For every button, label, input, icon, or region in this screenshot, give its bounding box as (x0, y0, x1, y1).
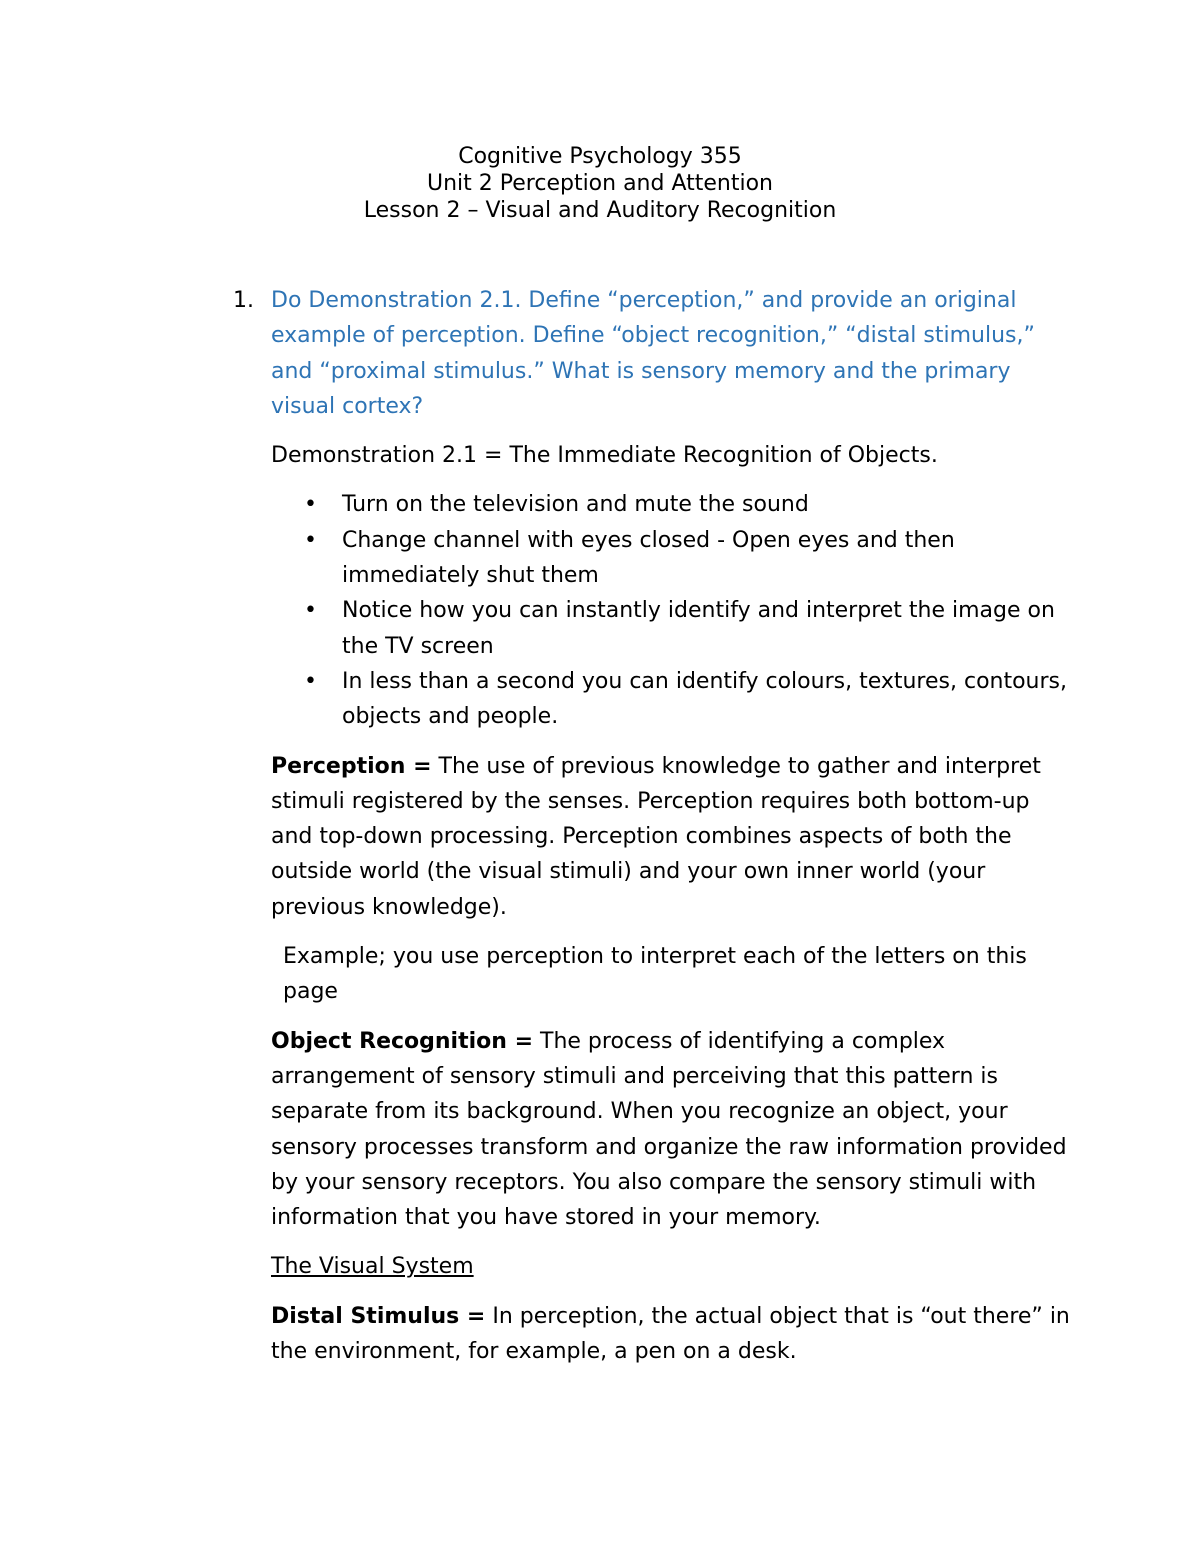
demo-steps-list (271, 487, 1071, 734)
question-number: 1. (233, 288, 254, 313)
unit-title: Unit 2 Perception and Attention (427, 171, 773, 196)
perception-paragraph (271, 749, 1071, 925)
course-title: Cognitive Psychology 355 (458, 144, 742, 169)
distal-stimulus-paragraph (271, 1299, 1071, 1370)
distal-stimulus-definition: In perception, the actual object that is “out there” in the environment, for example, a pen on a desk. (271, 1303, 1070, 1365)
list-item (304, 487, 1071, 522)
perception-example: Example; you use perception to interpret each of the letters on this page (283, 944, 1027, 1005)
object-recognition-paragraph (271, 1024, 1071, 1236)
distal-stimulus-term: Distal Stimulus = (271, 1303, 486, 1329)
object-recognition-term: Object Recognition = (271, 1028, 534, 1054)
document-body (233, 283, 1071, 1383)
list-item-text: Change channel with eyes closed - Open eyes and then immediately shut them (342, 527, 955, 589)
object-recognition-definition: The process of identifying a complex arrangement of sensory stimuli and perceiving that this pattern is separate from its background. When you recognize an object, your sensory processes transform and organize the raw information provided by your sensory receptors. You also compare the sensory stimuli with information that you have stored in your memory. (271, 1028, 1067, 1231)
section-heading: The Visual System (271, 1254, 474, 1280)
bullet-icon: • (304, 527, 317, 553)
bullet-icon: • (304, 598, 317, 624)
question-item (233, 283, 1071, 424)
list-item-text: Turn on the television and mute the sound (342, 492, 809, 518)
demo-title: Demonstration 2.1 = The Immediate Recognition of Objects. (271, 443, 938, 469)
perception-definition: The use of previous knowledge to gather and interpret stimuli registered by the senses. Perception requires both bottom-up and top-down processing. Perception combines aspects of both the outside world (the visual stimuli) and your own inner world (your previous knowledge). (271, 753, 1041, 920)
list-item-text: Notice how you can instantly identify and interpret the image on the TV screen (342, 598, 1055, 659)
list-item-text: In less than a second you can identify colours, textures, contours, objects and people. (342, 668, 1068, 730)
list-item (304, 664, 1071, 735)
bullet-icon: • (304, 492, 317, 518)
document-header (0, 143, 1200, 224)
bullet-icon: • (304, 668, 317, 694)
perception-term: Perception = (271, 753, 432, 779)
list-item (304, 523, 1071, 594)
question-text: Do Demonstration 2.1. Define “perception,” and provide an original example of perception. Define “object recognition,” “distal stimulus,” and “proximal stimulus.” What is sensory memory and the primary visual cortex? (271, 288, 1035, 419)
lesson-title: Lesson 2 – Visual and Auditory Recognition (363, 198, 837, 223)
list-item (304, 593, 1071, 664)
